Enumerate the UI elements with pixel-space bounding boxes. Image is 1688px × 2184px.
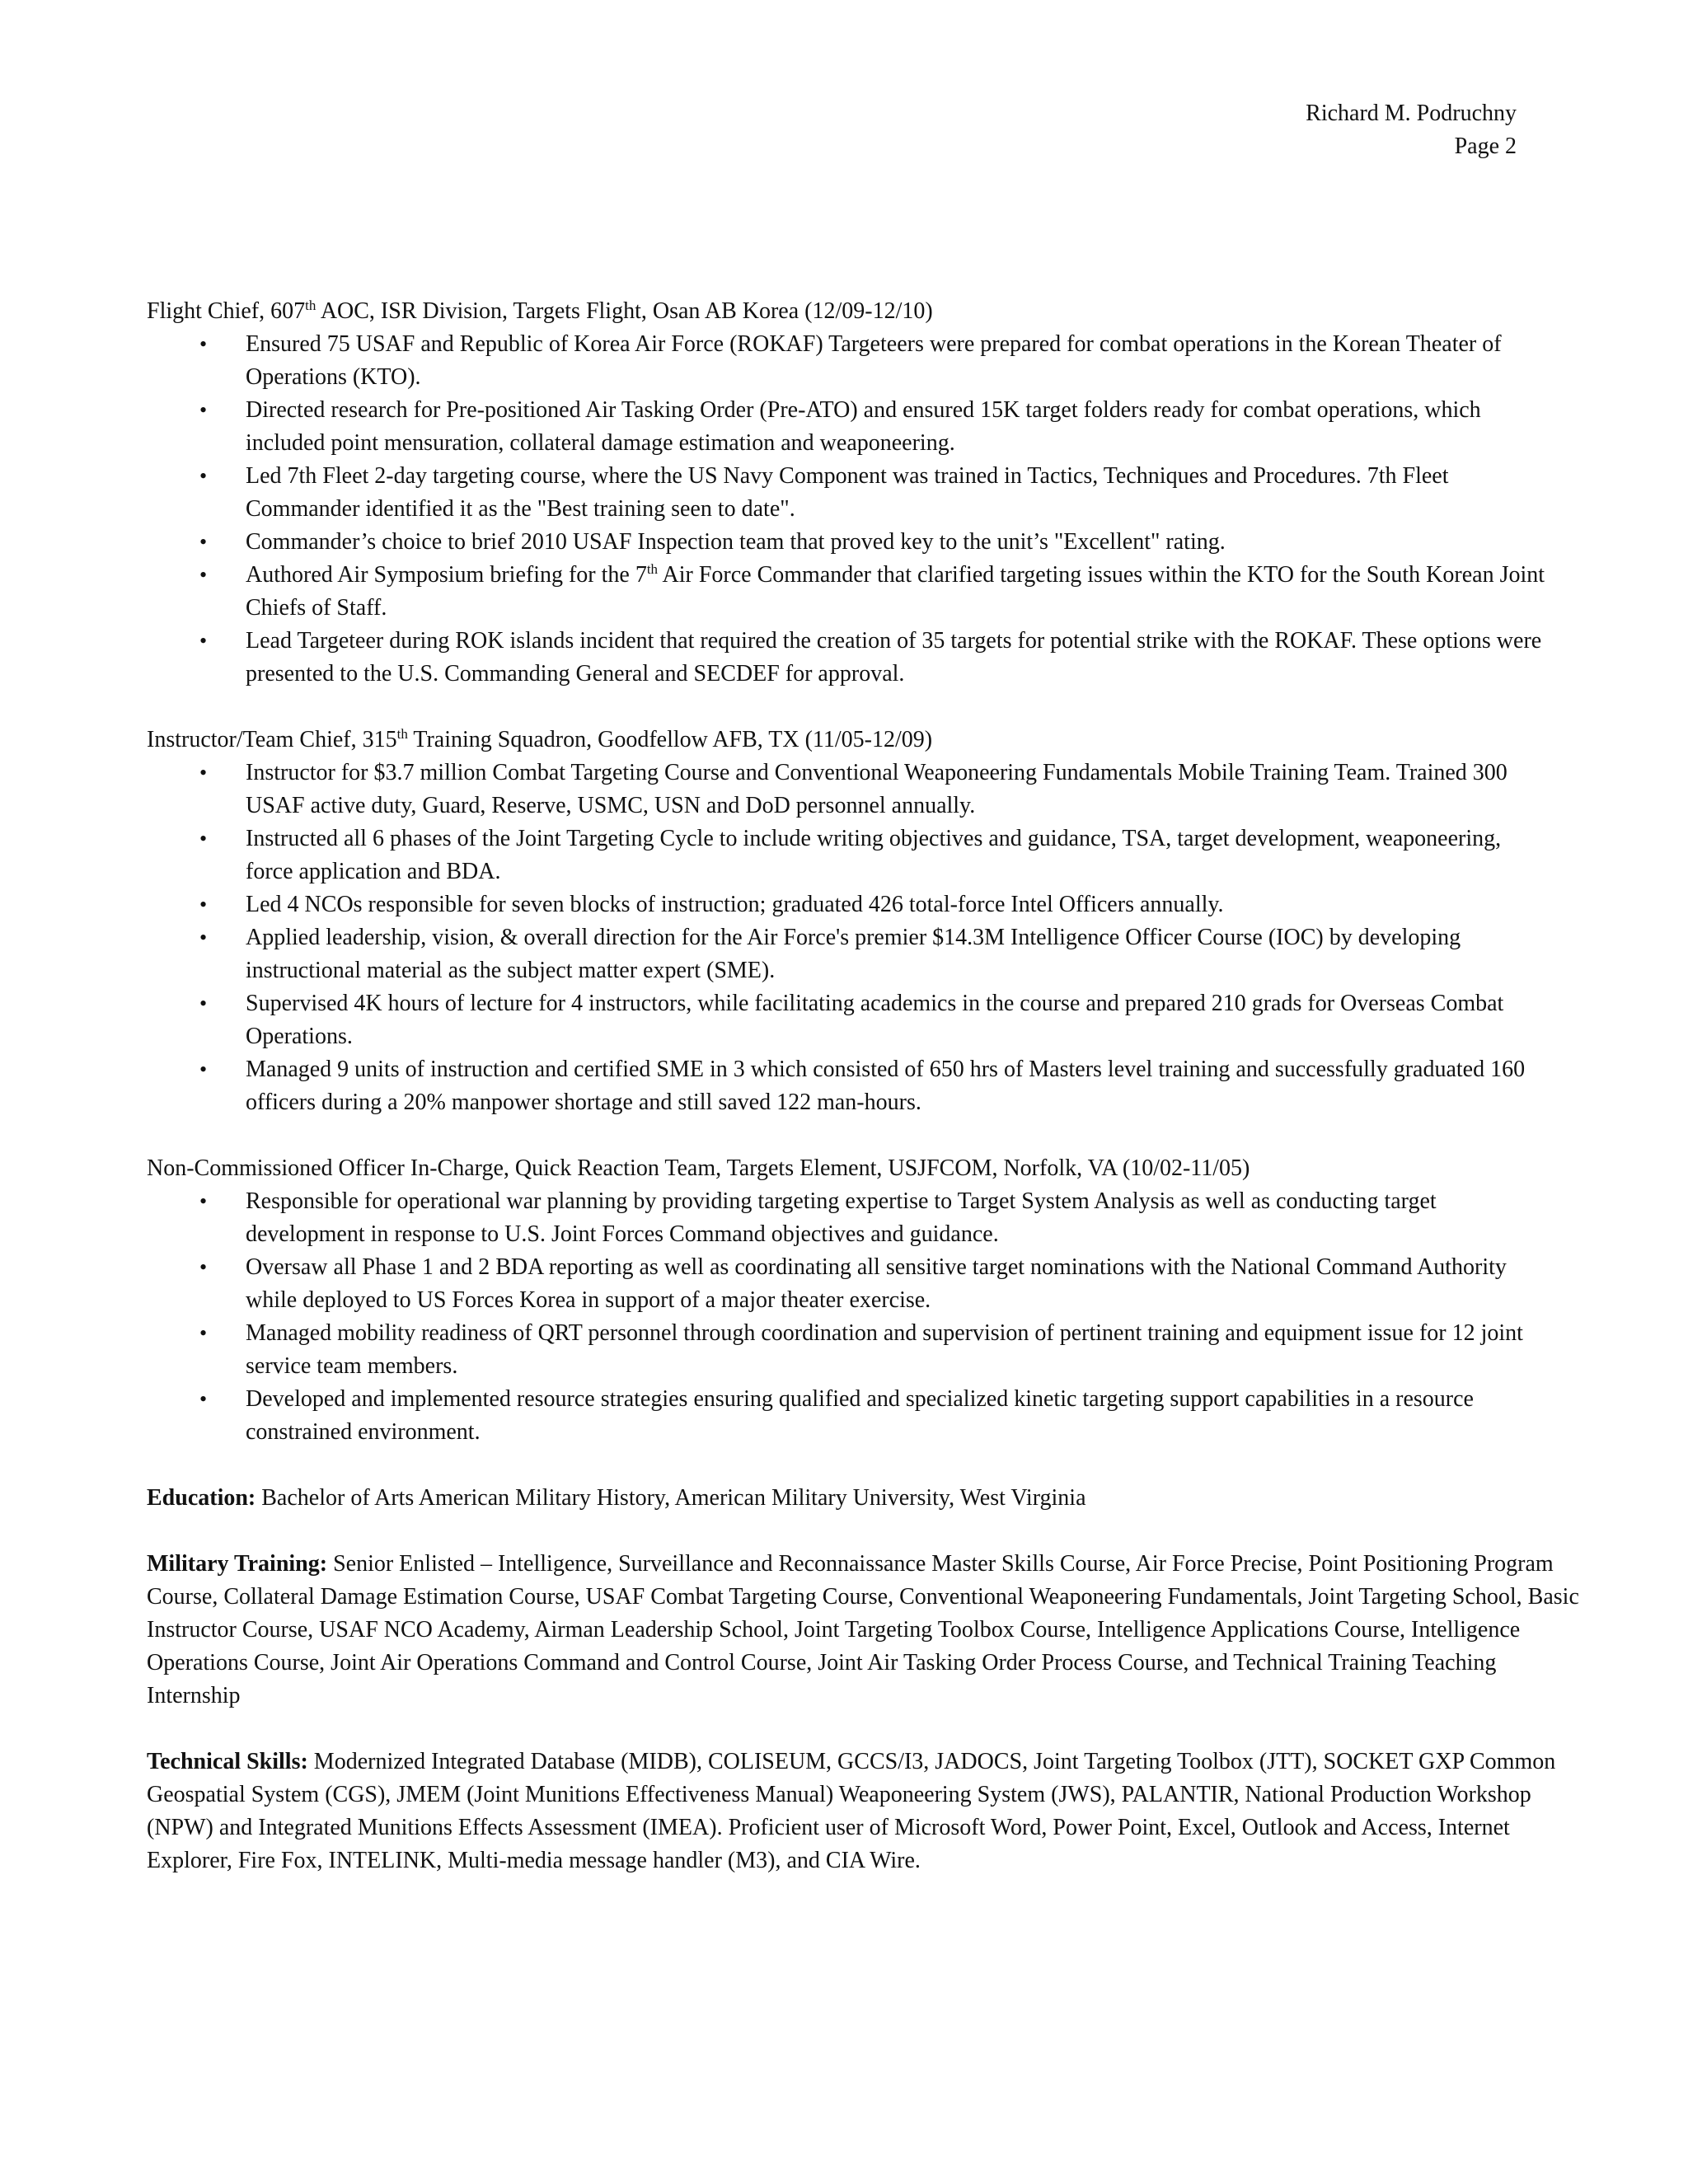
education-text: Bachelor of Arts American Military History, American Military University, West Virginia [256, 1485, 1086, 1511]
job-title: Flight Chief, 607th AOC, ISR Division, Targets Flight, Osan AB Korea (12/09-12/10) [147, 298, 933, 324]
bullet-item: • Responsible for operational war planning by providing targeting expertise to Target System Analysis as well as conducting target development in response to U.S. Joint Forces Command objectives and guidance. [246, 1185, 1581, 1251]
military-training-section [147, 1548, 1581, 1713]
bullet-item: • Managed 9 units of instruction and certified SME in 3 which consisted of 650 hrs of Masters level training and successfully graduated 160 officers during a 20% manpower shortage and still saved 122 man-hours. [246, 1053, 1581, 1119]
bullet-item: • Led 4 NCOs responsible for seven blocks of instruction; graduated 426 total-force Intel Officers annually. [246, 888, 1581, 921]
bullet-item: • Supervised 4K hours of lecture for 4 instructors, while facilitating academics in the course and prepared 210 grads for Overseas Combat Operations. [246, 987, 1581, 1053]
job-title: Non-Commissioned Officer In-Charge, Quick Reaction Team, Targets Element, USJFCOM, Norfolk, VA (10/02-11/05) [147, 1155, 1250, 1181]
resume-body [147, 295, 1581, 1910]
job-bullets [147, 1185, 1581, 1449]
bullet-item: • Led 7th Fleet 2-day targeting course, where the US Navy Component was trained in Tactics, Techniques and Procedures. 7th Fleet Commander identified it as the "Best training seen to date". [246, 460, 1581, 526]
bullet-item: • Instructed all 6 phases of the Joint Targeting Cycle to include writing objectives and guidance, TSA, target development, weaponeering, force application and BDA. [246, 823, 1581, 888]
job-bullets [147, 328, 1581, 691]
bullet-item: • Oversaw all Phase 1 and 2 BDA reporting as well as coordinating all sensitive target nominations with the National Command Authority while deployed to US Forces Korea in support of a major theater exercise. [246, 1251, 1581, 1317]
bullet-item: • Ensured 75 USAF and Republic of Korea Air Force (ROKAF) Targeteers were prepared for combat operations in the Korean Theater of Operations (KTO). [246, 328, 1581, 394]
bullet-item: • Lead Targeteer during ROK islands incident that required the creation of 35 targets for potential strike with the ROKAF. These options were presented to the U.S. Commanding General and SECDEF for approval. [246, 625, 1581, 691]
author-name: Richard M. Podruchny [1306, 101, 1517, 126]
technical-skills-section [147, 1746, 1581, 1877]
job-entry [147, 1152, 1581, 1449]
bullet-item: • Developed and implemented resource strategies ensuring qualified and specialized kinetic targeting support capabilities in a resource constrained environment. [246, 1383, 1581, 1449]
bullet-item: • Directed research for Pre-positioned Air Tasking Order (Pre-ATO) and ensured 15K target folders ready for combat operations, which included point mensuration, collateral damage estimation and weaponeering. [246, 394, 1581, 460]
job-entry [147, 295, 1581, 691]
page-number: Page 2 [1454, 134, 1517, 159]
technical-skills-label: Technical Skills: [147, 1749, 308, 1774]
bullet-item: • Authored Air Symposium briefing for the 7th Air Force Commander that clarified targeting issues within the KTO for the South Korean Joint Chiefs of Staff. [246, 559, 1581, 625]
education-section [147, 1482, 1581, 1515]
job-bullets [147, 757, 1581, 1119]
education-label: Education: [147, 1485, 256, 1511]
bullet-item: • Instructor for $3.7 million Combat Targeting Course and Conventional Weaponeering Fundamentals Mobile Training Team. Trained 300 USAF active duty, Guard, Reserve, USMC, USN and DoD personnel annually. [246, 757, 1581, 823]
bullet-item: • Commander’s choice to brief 2010 USAF Inspection team that proved key to the unit’s "Excellent" rating. [246, 526, 1581, 559]
military-training-text: Senior Enlisted – Intelligence, Surveillance and Reconnaissance Master Skills Course, Air Force Precise, Point Positioning Program Course, Collateral Damage Estimation Course, USAF Combat Targeting Course, Conventional Weaponeering Fundamentals, Joint Targeting School, Basic Instructor Course, USAF NCO Academy, Airman Leadership School, Joint Targeting Toolbox Course, Intelligence Applications Course, Intelligence Operations Course, Joint Air Operations Command and Control Course, Joint Air Tasking Order Process Course, and Technical Training Teaching Internship [147, 1551, 1579, 1708]
military-training-label: Military Training: [147, 1551, 328, 1577]
job-title: Instructor/Team Chief, 315th Training Squadron, Goodfellow AFB, TX (11/05-12/09) [147, 726, 933, 752]
bullet-item: • Managed mobility readiness of QRT personnel through coordination and supervision of pertinent training and equipment issue for 12 joint service team members. [246, 1317, 1581, 1383]
bullet-item: • Applied leadership, vision, & overall direction for the Air Force's premier $14.3M Intelligence Officer Course (IOC) by developing instructional material as the subject matter expert (SME). [246, 921, 1581, 987]
job-entry [147, 724, 1581, 1119]
technical-skills-text: Modernized Integrated Database (MIDB), COLISEUM, GCCS/I3, JADOCS, Joint Targeting Toolbox (JTT), SOCKET GXP Common Geospatial System (CGS), JMEM (Joint Munitions Effectiveness Manual) Weaponeering System (JWS), PALANTIR, National Production Workshop (NPW) and Integrated Munitions Effects Assessment (IMEA). Proficient user of Microsoft Word, Power Point, Excel, Outlook and Access, Internet Explorer, Fire Fox, INTELINK, Multi-media message handler (M3), and CIA Wire. [147, 1749, 1556, 1873]
page-header [1306, 97, 1517, 163]
